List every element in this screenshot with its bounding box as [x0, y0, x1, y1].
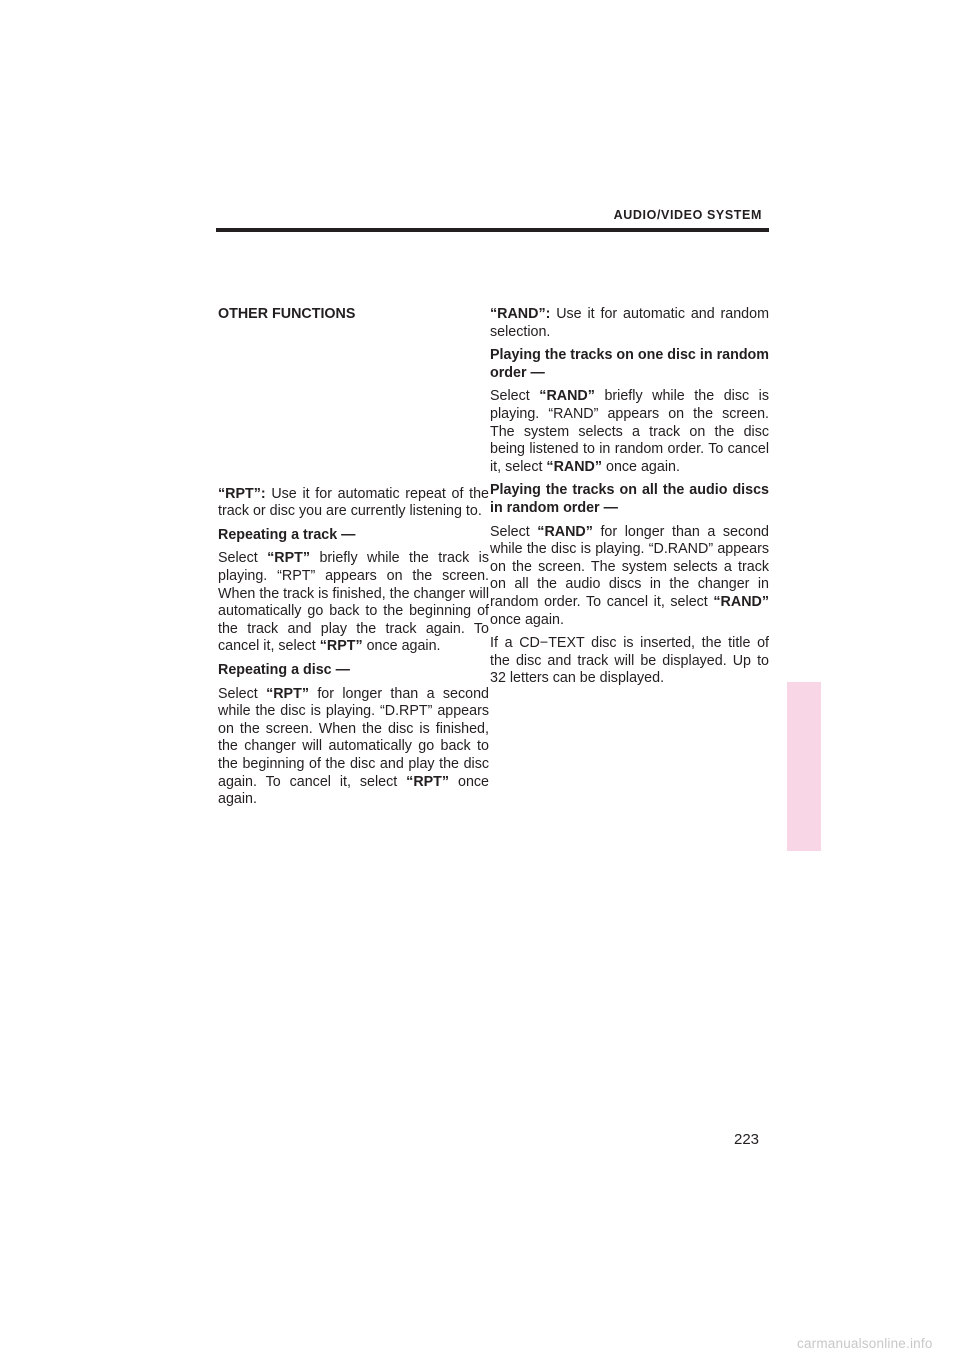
rand-label: “RAND”: [539, 388, 595, 405]
rand-label: “RAND”: [537, 523, 593, 540]
text-run: for longer than a second while the disc is playing. “D.RPT” appears on the screen. When the disc is finished, the changer will automatically go back to the beginning of the disc and play the disc again. To cancel it, select: [218, 685, 489, 790]
section-tab: [787, 682, 821, 851]
right-column: [490, 306, 769, 694]
text-run: Select: [490, 523, 538, 540]
text-run: once again.: [218, 773, 489, 808]
rand-definition: [490, 306, 769, 341]
random-all-discs-heading: Playing the tracks on all the audio discs in random order —: [490, 482, 769, 516]
rpt-label: “RPT”: [406, 773, 450, 790]
rpt-label: “RPT”: [319, 638, 363, 655]
text-run: Select: [490, 388, 540, 405]
text-run: briefly while the track is playing. “RPT” appears on the screen. When the track is finished, the changer will automatically go back to the beginning of the track and play the track again. To cancel it, select: [218, 550, 489, 655]
cd-text-note: If a CD−TEXT disc is inserted, the title of the disc and track will be displayed. Up to 32 letters can be displayed.: [490, 635, 769, 687]
figure-space: [218, 330, 489, 486]
text-run: once again.: [362, 638, 441, 655]
repeat-track-body: [218, 550, 489, 656]
rpt-description: Use it for automatic repeat of the track or disc you are currently listening to.: [218, 485, 489, 520]
random-one-disc-heading: Playing the tracks on one disc in random order —: [490, 347, 769, 381]
text-run: briefly while the disc is playing. “RAND” appears on the screen. The system selects a track on the disc being listened to in random order. To cancel it, select: [490, 388, 769, 475]
rand-label: “RAND”: [713, 593, 769, 610]
text-run: for longer than a second while the disc is playing. “D.RAND” appears on the screen. The system selects a track on all the audio discs in the changer in random order. To cancel it, select: [490, 523, 769, 610]
rand-term: “RAND”:: [490, 306, 551, 322]
random-all-discs-body: [490, 524, 769, 630]
page-number: 223: [734, 1131, 760, 1148]
text-run: once again.: [490, 611, 564, 628]
rpt-definition: [218, 486, 489, 521]
section-title: OTHER FUNCTIONS: [218, 306, 356, 322]
repeat-track-heading: Repeating a track —: [218, 526, 356, 543]
rand-description: Use it for automatic and random selection.: [490, 306, 769, 340]
rpt-label: “RPT”: [266, 685, 309, 702]
left-column: [218, 306, 489, 815]
rpt-label: “RPT”: [267, 550, 311, 567]
random-one-disc-body: [490, 388, 769, 476]
rand-label: “RAND”: [546, 458, 603, 475]
header-rule: [216, 228, 769, 232]
repeat-disc-body: [218, 686, 489, 809]
watermark: carmanualsonline.info: [797, 1336, 933, 1351]
text-run: Select: [218, 550, 268, 567]
rpt-term: “RPT”:: [218, 485, 266, 502]
repeat-disc-heading: Repeating a disc —: [218, 661, 350, 678]
text-run: Select: [218, 685, 267, 702]
text-run: once again.: [602, 458, 680, 475]
header-title: AUDIO/VIDEO SYSTEM: [613, 208, 762, 222]
